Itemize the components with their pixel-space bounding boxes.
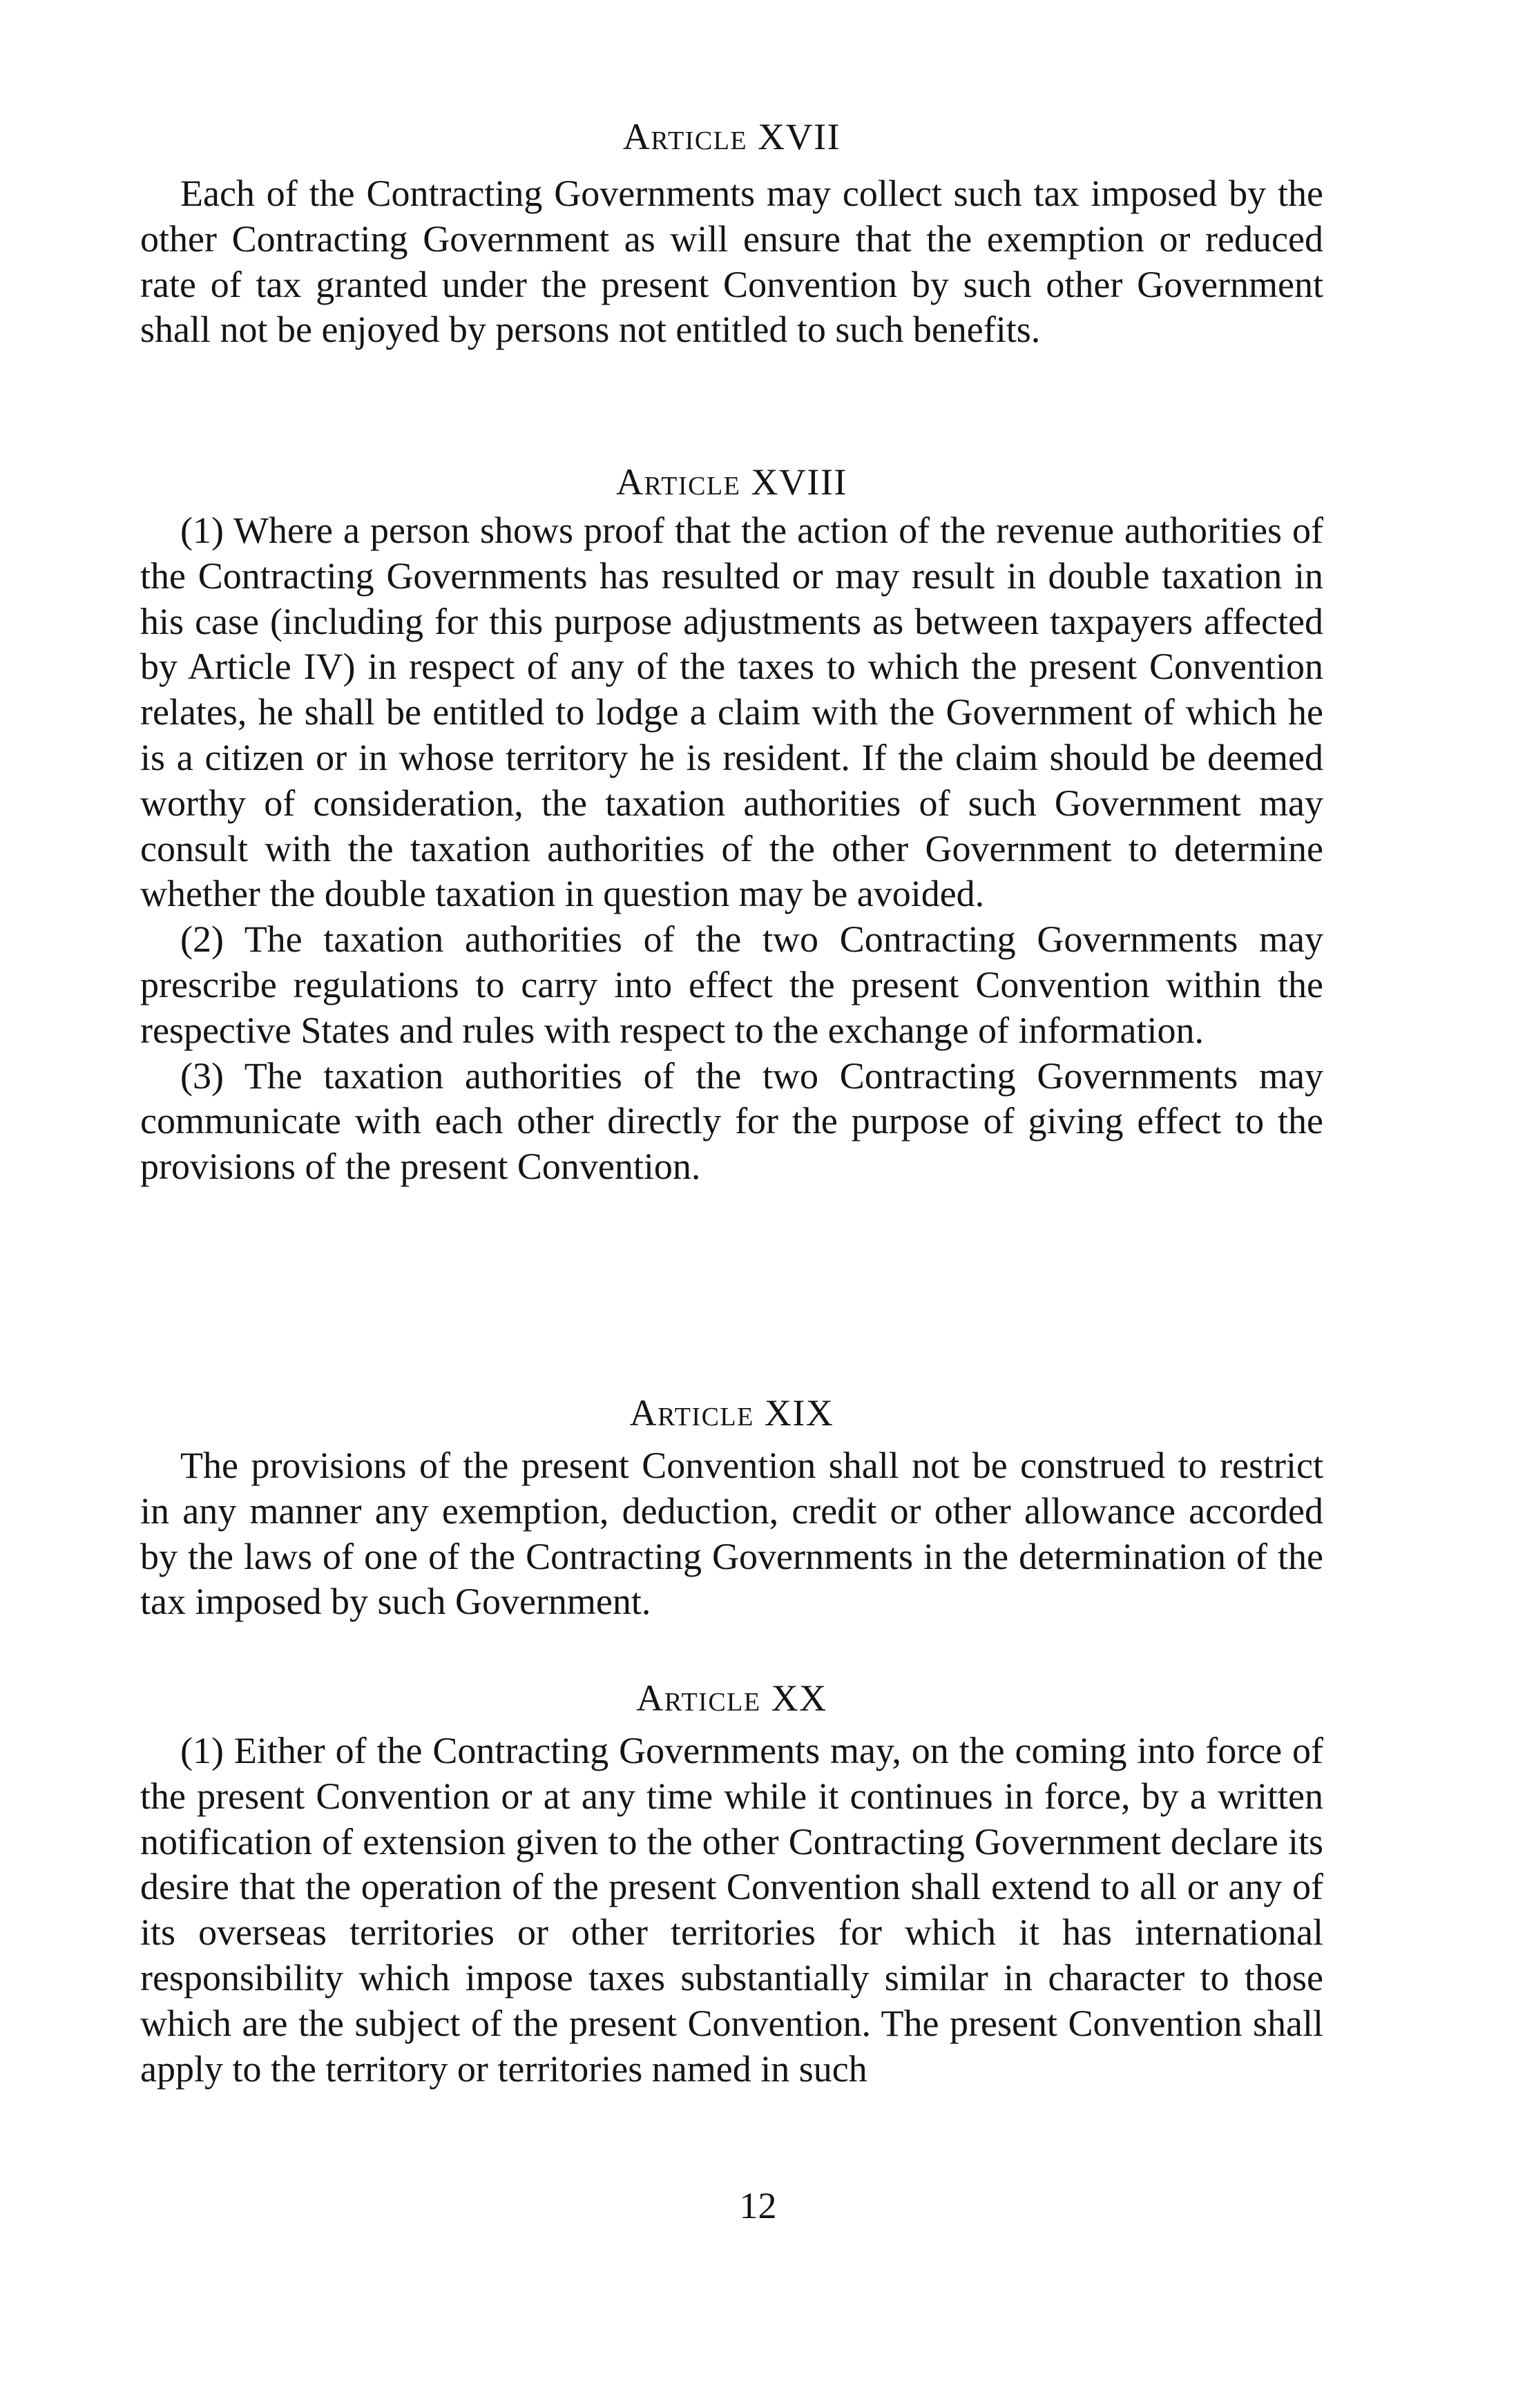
- article-18-paragraph-2: (2) The taxation authorities of the two Contracting Governments may prescribe regulations to carry into effect the present Convention within the respective States and rules with respect to the exchange of information.: [140, 918, 1323, 1051]
- article-18-paragraph-1: (1) Where a person shows proof that the action of the revenue authorities of the Contracting Governments has resulted or may result in double taxation in his case (including for this purpose adjustments as between taxpayers affected by Article IV) in respect of any of the taxes to which the present Convention relates, he shall be entitled to lodge a claim with the Government of which he is a citizen or in whose territory he is resident. If the claim should be deemed worthy of consideration, the taxation authorities of such Government may consult with the taxation authorities of the other Government to determine whether the double taxation in question may be avoided.: [140, 510, 1323, 915]
- article-19-paragraph-1: The provisions of the present Convention shall not be construed to restrict in any manner any exemption, deduction, credit or other allowance accorded by the laws of one of the Contracting Governments in the determination of the tax imposed by such Government.: [140, 1445, 1323, 1623]
- article-18-heading: Article XVIII: [616, 461, 847, 503]
- article-20-body: [140, 1728, 1323, 2092]
- article-18-paragraph-3: (3) The taxation authorities of the two Contracting Governments may communicate with each other directly for the purpose of giving effect to the provisions of the present Convention.: [140, 1054, 1323, 1188]
- article-19-body: [140, 1443, 1323, 1625]
- article-17-body: [140, 171, 1323, 353]
- article-20-heading: Article XX: [636, 1677, 827, 1719]
- article-17-paragraph-1: Each of the Contracting Governments may collect such tax imposed by the other Contracting Government as will ensure that the exemption or reduced rate of tax granted under the present Convention by such other Government shall not be enjoyed by persons not entitled to such benefits.: [140, 173, 1323, 351]
- article-17-heading: Article XVII: [622, 116, 841, 157]
- article-18-body: [140, 508, 1323, 1190]
- page-number: 12: [739, 2185, 777, 2226]
- article-20-paragraph-1: (1) Either of the Contracting Governments may, on the coming into force of the present Convention or at any time while it continues in force, by a written notification of extension given to the other Contracting Government declare its desire that the operation of the present Convention shall extend to all or any of its overseas territories or other territories for which it has international responsibility which impose taxes substantially similar in character to those which are the subject of the present Convention. The present Convention shall apply to the territory or territories named in such: [140, 1730, 1323, 2090]
- article-19-heading: Article XIX: [629, 1392, 834, 1434]
